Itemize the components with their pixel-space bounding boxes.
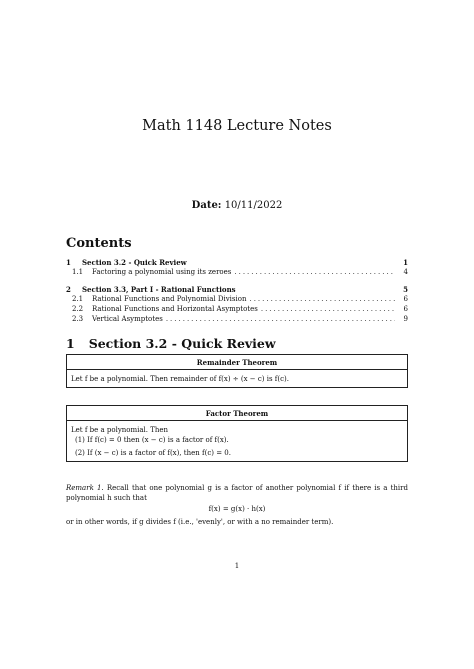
remainder-theorem-box xyxy=(66,354,408,388)
toc-page: 9 xyxy=(403,315,408,323)
document-title: Math 1148 Lecture Notes xyxy=(142,118,332,134)
box-title: Factor Theorem xyxy=(67,406,407,421)
toc-page: 5 xyxy=(403,285,408,294)
toc-title: Section 3.2 - Quick Review xyxy=(82,258,187,267)
toc-number: 1.1 xyxy=(72,268,84,276)
toc-title: Rational Functions and Horizontal Asymptotes xyxy=(92,305,258,313)
remark-label: Remark 1. xyxy=(66,484,104,492)
toc-title: Factoring a polynomial using its zeroes xyxy=(92,268,232,276)
toc-page: 6 xyxy=(403,295,408,303)
toc-entry[interactable] xyxy=(66,285,408,294)
box-intro: Let f be a polynomial. Then xyxy=(71,426,169,434)
remark-continuation: or in other words, if g divides f (i.e., 'evenly', or with a no remainder term). xyxy=(66,518,334,526)
box-item: (2) If (x − c) is a factor of f(x), then f(c) = 0. xyxy=(75,449,231,457)
toc-leader xyxy=(261,305,395,314)
remark-paragraph xyxy=(66,483,408,503)
date-value: 10/11/2022 xyxy=(224,200,283,211)
toc-number: 2.1 xyxy=(72,295,84,303)
toc-leader xyxy=(166,315,395,324)
toc-page: 1 xyxy=(403,258,408,267)
toc-leader xyxy=(234,268,395,277)
box-title: Remainder Theorem xyxy=(67,355,407,370)
date-label: Date: xyxy=(191,200,222,211)
toc-title: Section 3.3, Part I - Rational Functions xyxy=(82,285,236,294)
document-date xyxy=(0,200,474,211)
section-number: 1 xyxy=(66,336,75,351)
remark-equation: f(x) = g(x) · h(x) xyxy=(208,505,266,513)
toc-entry[interactable] xyxy=(66,295,408,304)
toc-title: Vertical Asymptotes xyxy=(92,315,163,323)
box-body xyxy=(67,421,407,461)
toc-entry[interactable] xyxy=(66,268,408,277)
toc-leader xyxy=(249,295,395,304)
toc-entry[interactable] xyxy=(66,258,408,267)
toc-number: 1 xyxy=(66,258,71,267)
toc-page: 4 xyxy=(403,268,408,276)
toc-entry[interactable] xyxy=(66,315,408,324)
page-number: 1 xyxy=(234,562,240,570)
box-item: (1) If f(c) = 0 then (x − c) is a factor of f(x). xyxy=(75,436,229,444)
toc-title: Rational Functions and Polynomial Division xyxy=(92,295,247,303)
toc-page: 6 xyxy=(403,305,408,313)
section-title: Section 3.2 - Quick Review xyxy=(88,336,276,351)
box-body: Let f be a polynomial. Then remainder of f(x) ÷ (x − c) is f(c). xyxy=(71,375,290,383)
toc-entry[interactable] xyxy=(66,305,408,314)
toc-number: 2.2 xyxy=(72,305,84,313)
factor-theorem-box xyxy=(66,405,408,462)
remark-text: Recall that one polynomial g is a factor of another polynomial f if there is a third polynomial h such that xyxy=(66,484,408,502)
contents-heading: Contents xyxy=(66,236,132,251)
toc-number: 2.3 xyxy=(72,315,84,323)
toc-number: 2 xyxy=(66,285,71,294)
section-heading xyxy=(66,336,276,351)
